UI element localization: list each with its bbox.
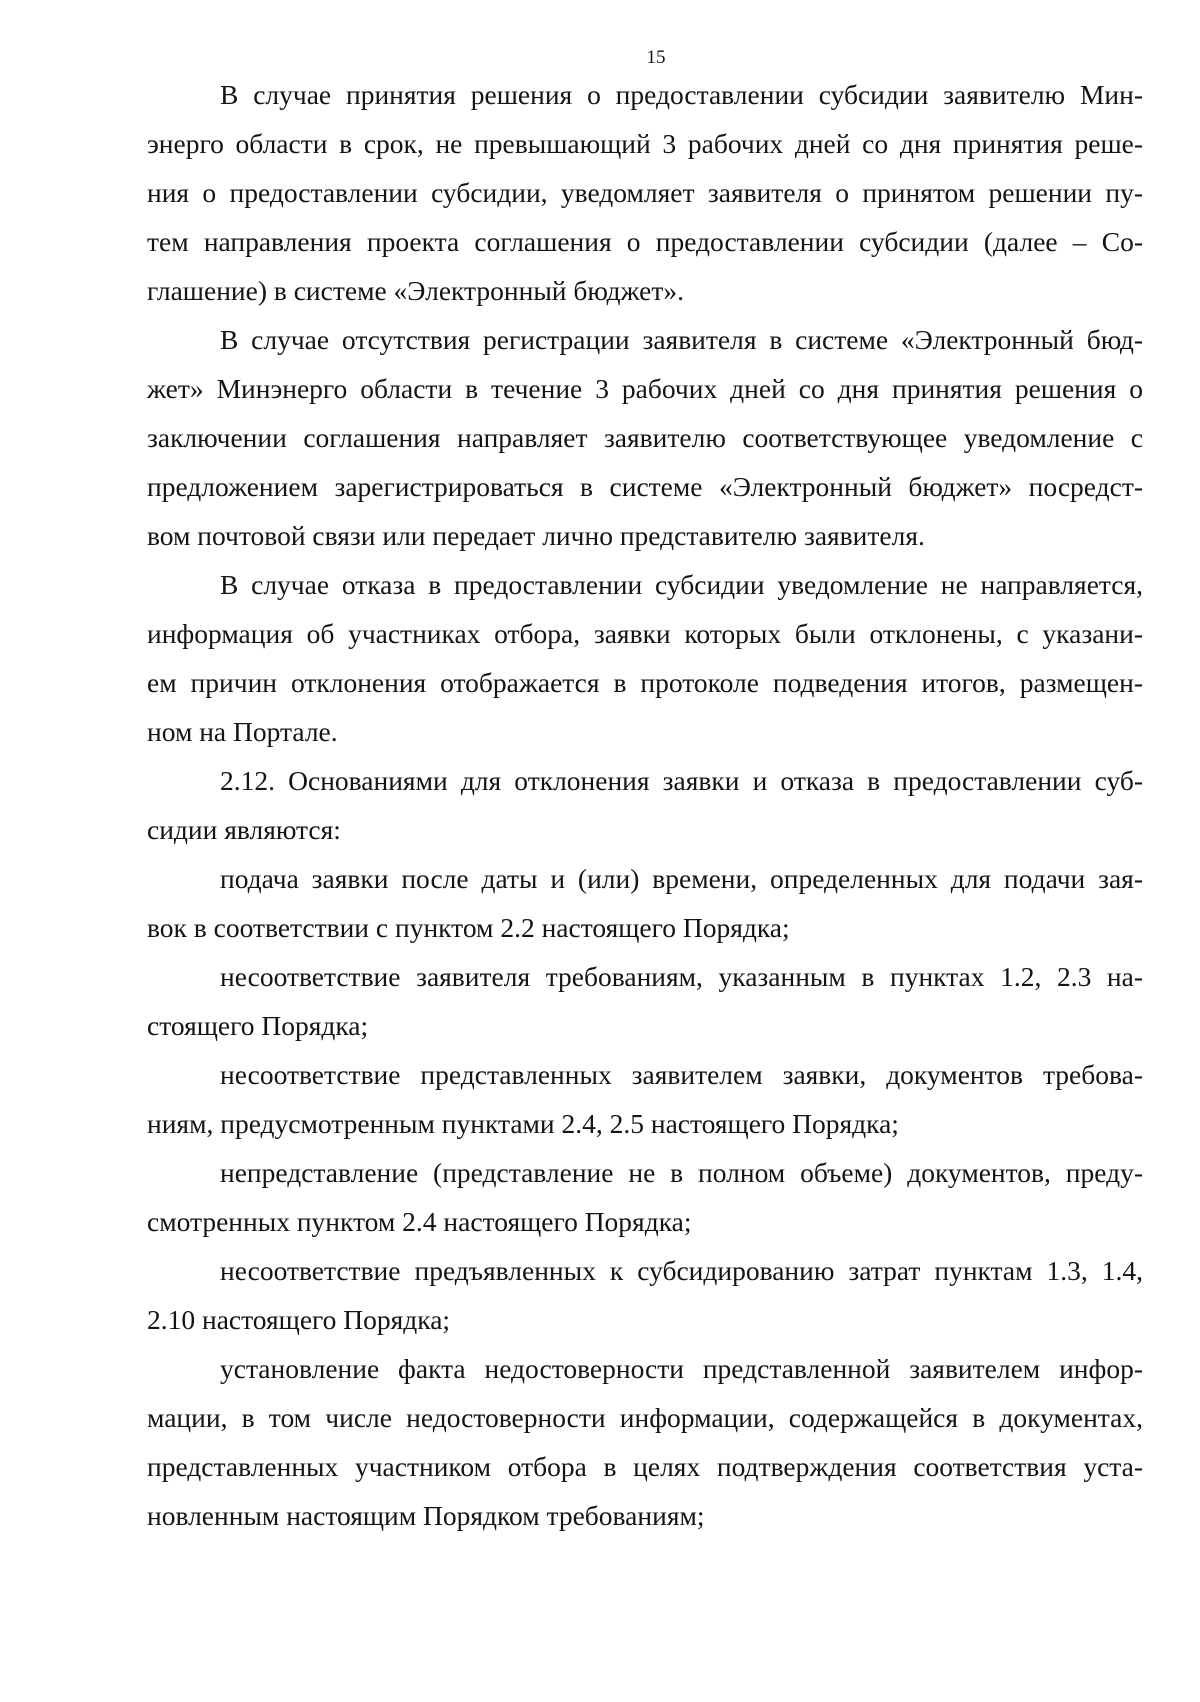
text-line: 2.12. Основаниями для отклонения заявки и отказа в предоставлении суб- [220, 765, 1143, 796]
paragraph [147, 1344, 1143, 1540]
text-line: ния о предоставлении субсидии, уведомляет заявителя о принятом решении пу- [147, 177, 1143, 208]
text-line: В случае отказа в предоставлении субсидии уведомление не направляется, [220, 569, 1143, 600]
paragraph [147, 560, 1143, 756]
text-line: новленным настоящим Порядком требованиям; [147, 1500, 705, 1531]
text-line: жет» Минэнерго области в течение 3 рабочих дней со дня принятия решения о [147, 373, 1143, 404]
text-line: информация об участниках отбора, заявки которых были отклонены, с указани- [147, 618, 1143, 649]
text-line: несоответствие представленных заявителем заявки, документов требова- [220, 1059, 1143, 1090]
document-body [147, 70, 1143, 1540]
text-line: 2.10 настоящего Порядка; [147, 1304, 451, 1335]
paragraph [147, 1246, 1143, 1344]
paragraph [147, 1050, 1143, 1148]
paragraph [147, 70, 1143, 315]
text-line: представленных участником отбора в целях подтверждения соответствия уста- [147, 1451, 1143, 1482]
text-line: смотренных пунктом 2.4 настоящего Порядка; [147, 1206, 692, 1237]
text-line: В случае отсутствия регистрации заявителя в системе «Электронный бюд- [220, 324, 1143, 355]
paragraph [147, 315, 1143, 560]
text-line: установление факта недостоверности представленной заявителем инфор- [220, 1353, 1143, 1384]
text-line: подача заявки после даты и (или) времени, определенных для подачи зая- [220, 863, 1143, 894]
text-line: заключении соглашения направляет заявителю соответствующее уведомление с [147, 422, 1143, 453]
text-line: вок в соответствии с пунктом 2.2 настоящего Порядка; [147, 912, 790, 943]
text-line: несоответствие заявителя требованиям, указанным в пунктах 1.2, 2.3 на- [220, 961, 1143, 992]
text-line: глашение) в системе «Электронный бюджет». [147, 275, 685, 306]
text-line: ем причин отклонения отображается в протоколе подведения итогов, размещен- [147, 667, 1143, 698]
paragraph [147, 1148, 1143, 1246]
text-line: ниям, предусмотренным пунктами 2.4, 2.5 настоящего Порядка; [147, 1108, 899, 1139]
page-number: 15 [646, 47, 666, 68]
text-line: тем направления проекта соглашения о предоставлении субсидии (далее – Со- [147, 226, 1143, 257]
text-line: сидии являются: [147, 814, 341, 845]
paragraph [147, 952, 1143, 1050]
text-line: несоответствие предъявленных к субсидированию затрат пунктам 1.3, 1.4, [220, 1255, 1143, 1286]
paragraph [147, 756, 1143, 854]
text-line: энерго области в срок, не превышающий 3 рабочих дней со дня принятия реше- [147, 128, 1143, 159]
text-line: мации, в том числе недостоверности информации, содержащейся в документах, [147, 1402, 1143, 1433]
text-line: стоящего Порядка; [147, 1010, 369, 1041]
text-line: В случае принятия решения о предоставлении субсидии заявителю Мин- [220, 79, 1143, 110]
text-line: вом почтовой связи или передает лично представителю заявителя. [147, 520, 925, 551]
text-line: ном на Портале. [147, 716, 338, 747]
paragraph [147, 854, 1143, 952]
text-line: предложением зарегистрироваться в системе «Электронный бюджет» посредст- [147, 471, 1143, 502]
text-line: непредставление (представление не в полном объеме) документов, преду- [220, 1157, 1143, 1188]
